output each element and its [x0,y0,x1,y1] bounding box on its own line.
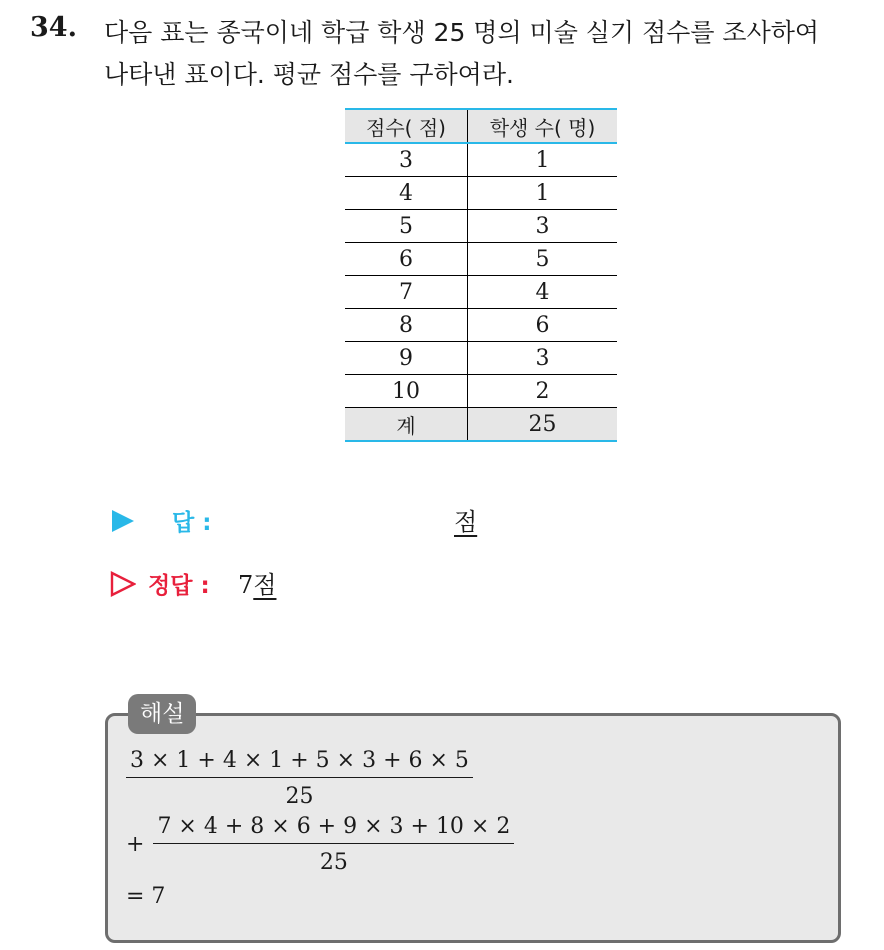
question-text [104,12,874,96]
fraction-2-denominator: 25 [319,850,348,875]
outline-triangle-icon [110,571,136,597]
correct-answer-row [110,563,610,603]
score-cell: 7 [345,276,468,309]
correct-value: 7 [238,571,254,599]
table-header-row [345,109,617,143]
solution-line-2 [126,814,514,875]
count-cell: 3 [468,210,618,243]
table-row [345,309,617,342]
table-row [345,143,617,177]
table-row [345,375,617,408]
table-row [345,177,617,210]
answer-unit: 점 [454,508,478,536]
score-cell: 10 [345,375,468,408]
score-cell: 9 [345,342,468,375]
count-cell: 1 [468,143,618,177]
header-score: 점수( 점) [345,109,468,143]
score-table [345,108,617,442]
solution-tag: 해설 [128,694,196,734]
count-cell: 6 [468,309,618,342]
count-cell: 3 [468,342,618,375]
header-students: 학생 수( 명) [468,109,618,143]
count-cell: 1 [468,177,618,210]
score-cell: 5 [345,210,468,243]
score-cell: 8 [345,309,468,342]
count-cell: 4 [468,276,618,309]
filled-triangle-icon [112,510,134,532]
fraction-1-denominator: 25 [285,784,314,809]
question-number: 34. [30,12,77,43]
score-cell: 6 [345,243,468,276]
table-row [345,243,617,276]
fraction-1-numerator: 3 × 1 + 4 × 1 + 5 × 3 + 6 × 5 [126,748,473,778]
fraction-2-numerator: 7 × 4 + 8 × 6 + 9 × 3 + 10 × 2 [153,814,514,844]
table-row [345,276,617,309]
score-cell: 4 [345,177,468,210]
fraction-1 [126,748,473,809]
answer-row [110,500,610,540]
fraction-2 [153,814,514,875]
correct-answer [238,565,276,600]
count-cell: 5 [468,243,618,276]
plus-sign: + [126,832,145,857]
table-total-row [345,408,617,442]
correct-label: 정답 : [148,573,210,599]
question-line-1: 다음 표는 종국이네 학급 학생 25 명의 미술 실기 점수를 조사하여 [104,18,820,47]
table-row [345,342,617,375]
total-value: 25 [468,408,618,442]
question-line-2: 나타낸 표이다. 평균 점수를 구하여라. [104,60,514,89]
table-row [345,210,617,243]
correct-unit: 점 [253,571,277,599]
solution-result: = 7 [126,884,166,909]
total-label: 계 [345,408,468,442]
answer-label: 답 : [172,510,212,536]
solution-line-1 [126,748,473,809]
score-cell: 3 [345,143,468,177]
count-cell: 2 [468,375,618,408]
